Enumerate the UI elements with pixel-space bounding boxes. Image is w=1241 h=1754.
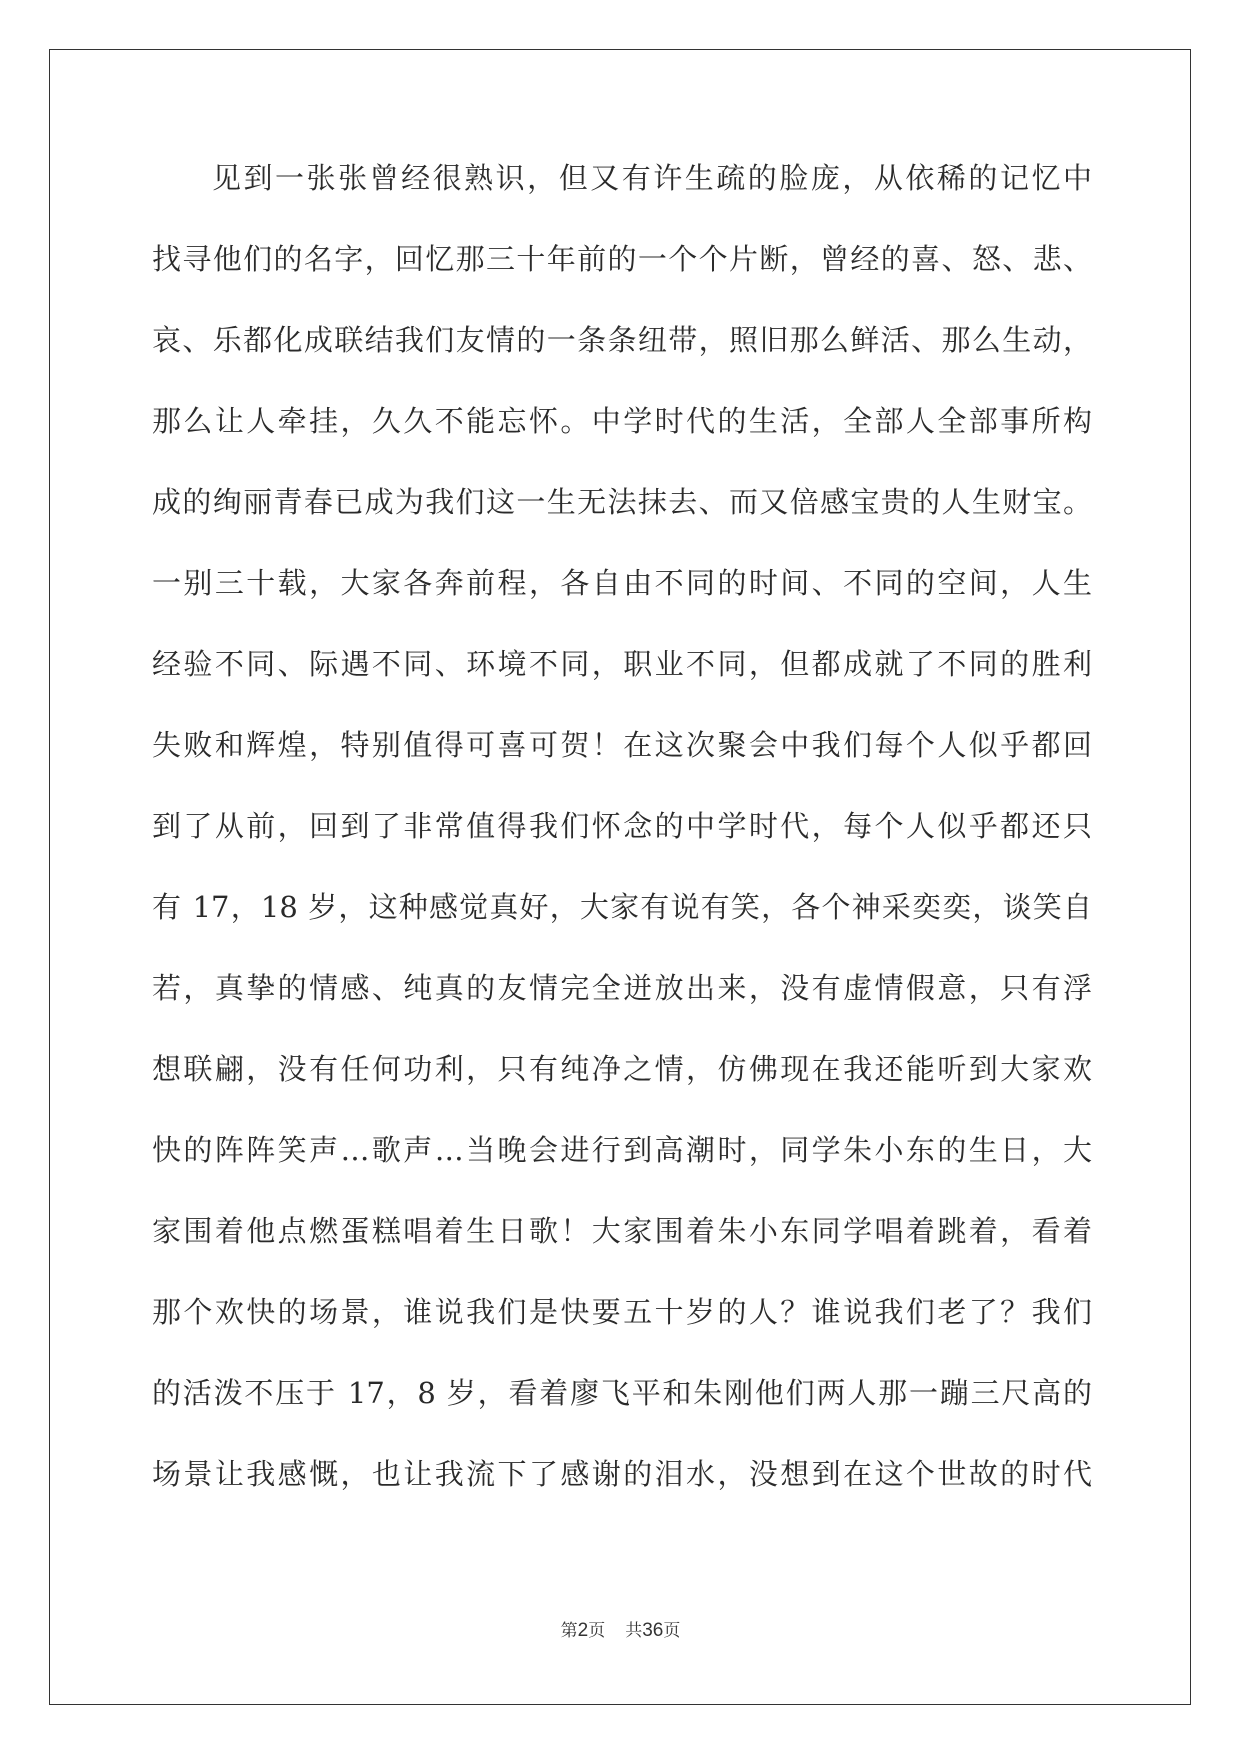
paragraph-line: 场景让我感慨，也让我流下了感谢的泪水，没想到在这个世故的时代 — [152, 1457, 1092, 1491]
total-suffix: 页 — [663, 1621, 681, 1641]
page-suffix: 页 — [588, 1621, 606, 1641]
page-total-number: 36 — [642, 1620, 664, 1641]
body-text — [152, 160, 1092, 1537]
paragraph-line: 成的绚丽青春已成为我们这一生无法抹去、而又倍感宝贵的人生财宝。 — [152, 485, 1092, 519]
page-prefix: 第 — [560, 1621, 578, 1641]
paragraph-line: 的活泼不压于 17，8 岁，看着廖飞平和朱刚他们两人那一蹦三尺高的 — [152, 1376, 1092, 1410]
paragraph-line: 快的阵阵笑声…歌声…当晚会进行到高潮时，同学朱小东的生日，大 — [152, 1133, 1092, 1167]
paragraph-line: 见到一张张曾经很熟识，但又有许生疏的脸庞，从依稀的记忆中 — [212, 161, 1092, 195]
paragraph-line: 哀、乐都化成联结我们友情的一条条纽带，照旧那么鲜活、那么生动， — [152, 323, 1092, 357]
total-prefix: 共 — [625, 1621, 643, 1641]
paragraph-line: 那个欢快的场景，谁说我们是快要五十岁的人？谁说我们老了？我们 — [152, 1295, 1092, 1329]
paragraph-line: 找寻他们的名字，回忆那三十年前的一个个片断，曾经的喜、怒、悲、 — [152, 242, 1092, 276]
paragraph-line: 到了从前，回到了非常值得我们怀念的中学时代，每个人似乎都还只 — [152, 809, 1092, 843]
paragraph-line: 经验不同、际遇不同、环境不同，职业不同，但都成就了不同的胜利 — [152, 647, 1092, 681]
paragraph-line: 失败和辉煌，特别值得可喜可贺！在这次聚会中我们每个人似乎都回 — [152, 728, 1092, 762]
paragraph-line: 家围着他点燃蛋糕唱着生日歌！大家围着朱小东同学唱着跳着，看着 — [152, 1214, 1092, 1248]
page-current-number: 2 — [577, 1620, 589, 1641]
paragraph-line: 若，真挚的情感、纯真的友情完全迸放出来，没有虚情假意，只有浮 — [152, 971, 1092, 1005]
page-footer — [0, 1620, 1241, 1642]
paragraph-line: 想联翩，没有任何功利，只有纯净之情，仿佛现在我还能听到大家欢 — [152, 1052, 1092, 1086]
paragraph-line: 那么让人牵挂，久久不能忘怀。中学时代的生活，全部人全部事所构 — [152, 404, 1092, 438]
paragraph-line: 一别三十载，大家各奔前程，各自由不同的时间、不同的空间，人生 — [152, 566, 1092, 600]
paragraph-line: 有 17，18 岁，这种感觉真好，大家有说有笑，各个神采奕奕，谈笑自 — [152, 890, 1092, 924]
